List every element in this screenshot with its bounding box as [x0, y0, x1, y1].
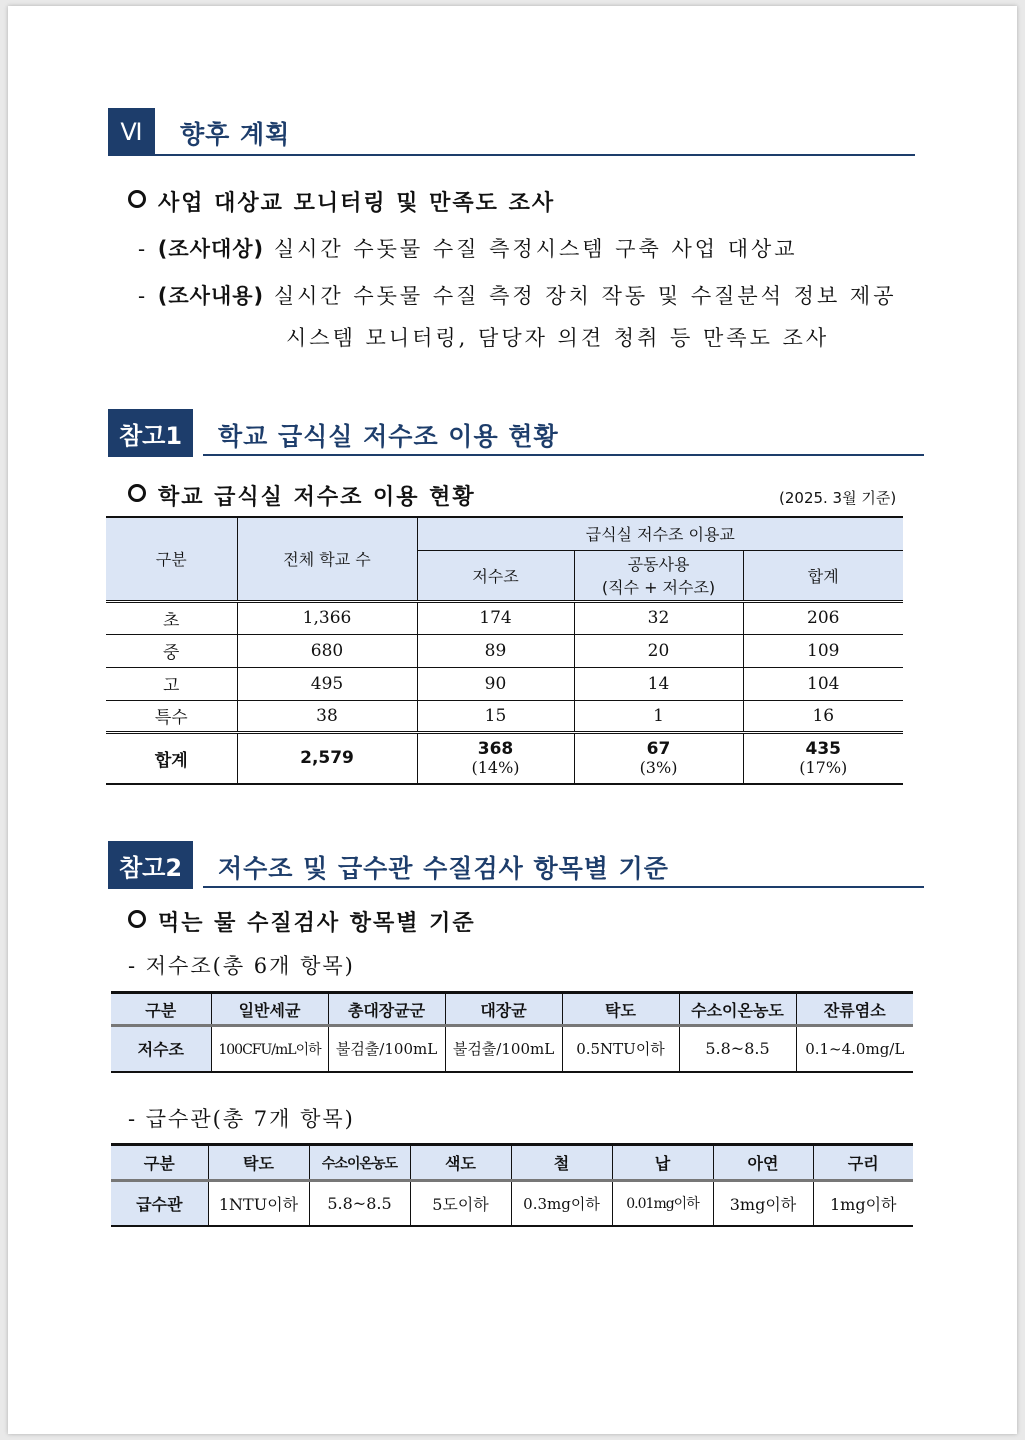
- section-underline: [203, 886, 924, 888]
- cell-color: 5도이하: [410, 1181, 511, 1226]
- cell-tank: 89: [417, 634, 574, 667]
- header-coliform: 총대장균군: [328, 993, 445, 1026]
- table-row: [106, 700, 903, 732]
- total-sum-pct: (17%): [799, 758, 848, 778]
- pipe-heading: - 급수관(총 7개 항목): [128, 1107, 355, 1131]
- reference-date-note: (2025. 3월 기준): [779, 489, 897, 507]
- header-ecoli: 대장균: [445, 993, 562, 1026]
- item-text: 실시간 수돗물 수질 측정시스템 구축 사업 대상교: [273, 237, 798, 261]
- bullet-heading: [128, 480, 476, 511]
- row-label: 저수조: [111, 1026, 211, 1072]
- item-text: 실시간 수돗물 수질 측정 장치 작동 및 수질분석 정보 제공: [273, 284, 897, 308]
- section-header-plan: [108, 108, 915, 156]
- cell-sum: 104: [743, 667, 903, 700]
- cell-total-label: 합계: [106, 732, 237, 784]
- cell-chlorine: 0.1~4.0mg/L: [796, 1026, 913, 1072]
- dash: -: [138, 237, 149, 261]
- header-chlorine: 잔류염소: [796, 993, 913, 1026]
- cell-category: 특수: [106, 700, 237, 732]
- circle-bullet-icon: [128, 484, 146, 502]
- table-row: [111, 1181, 913, 1226]
- header-ph: 수소이온농도: [309, 1145, 410, 1181]
- cell-turbidity: 1NTU이하: [208, 1181, 309, 1226]
- cell-total: 495: [237, 667, 417, 700]
- cell-ph: 5.8~8.5: [679, 1026, 796, 1072]
- cell-sum: 16: [743, 700, 903, 732]
- cell-bacteria: 100CFU/mL이하: [211, 1026, 328, 1072]
- cell-total-shared: [574, 732, 743, 784]
- header-shared: [574, 550, 743, 601]
- ref-title: 학교 급식실 저수조 이용 현황: [218, 422, 559, 451]
- cell-shared: 14: [574, 667, 743, 700]
- section-underline: [155, 154, 915, 156]
- cell-copper: 1mg이하: [813, 1181, 913, 1226]
- header-tank: 저수조: [417, 550, 574, 601]
- header-sum: 합계: [743, 550, 903, 601]
- cell-ecoli: 불검출/100mL: [445, 1026, 562, 1072]
- bullet-text: 사업 대상교 모니터링 및 만족도 조사: [158, 191, 556, 216]
- total-shared-pct: (3%): [639, 758, 678, 778]
- item-label: (조사내용): [157, 284, 265, 308]
- total-tank-pct: (14%): [471, 758, 520, 778]
- item-survey-target: [138, 233, 798, 263]
- cell-tank: 90: [417, 667, 574, 700]
- cell-coliform: 불검출/100mL: [328, 1026, 445, 1072]
- header-lead: 납: [612, 1145, 713, 1181]
- ref-badge: 참고2: [108, 841, 193, 889]
- total-tank-value: 368: [477, 739, 514, 760]
- header-total-schools: 전체 학교 수: [237, 517, 417, 601]
- bullet-heading: [128, 906, 476, 937]
- header-color: 색도: [410, 1145, 511, 1181]
- bullet-text: 먹는 물 수질검사 항목별 기준: [158, 911, 476, 936]
- header-bacteria: 일반세균: [211, 993, 328, 1026]
- cell-turbidity: 0.5NTU이하: [562, 1026, 679, 1072]
- header-copper: 구리: [813, 1145, 913, 1181]
- cell-total-tank: [417, 732, 574, 784]
- section-title: 향후 계획: [180, 120, 291, 149]
- row-label: 급수관: [111, 1181, 208, 1226]
- cell-total-schools: 2,579: [237, 732, 417, 784]
- ref-badge: 참고1: [108, 409, 193, 457]
- item-label: (조사대상): [157, 237, 265, 261]
- header-shared-line1: 공동사용: [627, 555, 690, 574]
- table-row: [106, 634, 903, 667]
- cell-shared: 1: [574, 700, 743, 732]
- section-header-ref1: [108, 409, 924, 457]
- section-underline: [203, 454, 924, 456]
- item-survey-content-cont: 시스템 모니터링, 담당자 의견 청취 등 만족도 조사: [286, 326, 830, 350]
- tank-heading: - 저수조(총 6개 항목): [128, 954, 355, 978]
- section-header-ref2: [108, 841, 924, 889]
- cell-category: 중: [106, 634, 237, 667]
- cell-sum: 109: [743, 634, 903, 667]
- cell-tank: 15: [417, 700, 574, 732]
- cell-category: 초: [106, 601, 237, 634]
- header-turbidity: 탁도: [562, 993, 679, 1026]
- table-row: [106, 601, 903, 634]
- cell-category: 고: [106, 667, 237, 700]
- header-category: 구분: [111, 1145, 208, 1181]
- tank-standards-table: [111, 991, 913, 1073]
- header-iron: 철: [511, 1145, 612, 1181]
- bullet-heading: [128, 186, 555, 217]
- header-group: 급식실 저수조 이용교: [417, 517, 903, 550]
- header-category: 구분: [111, 993, 211, 1026]
- cell-shared: 32: [574, 601, 743, 634]
- cell-sum: 206: [743, 601, 903, 634]
- cell-total: 680: [237, 634, 417, 667]
- item-survey-content: [138, 280, 896, 310]
- bullet-text: 학교 급식실 저수조 이용 현황: [158, 485, 476, 510]
- header-category: 구분: [106, 517, 237, 601]
- circle-bullet-icon: [128, 190, 146, 208]
- table-row: [111, 1026, 913, 1072]
- cell-total: 1,366: [237, 601, 417, 634]
- cell-zinc: 3mg이하: [713, 1181, 813, 1226]
- ref-title: 저수조 및 급수관 수질검사 항목별 기준: [218, 854, 669, 883]
- cell-tank: 174: [417, 601, 574, 634]
- pipe-standards-table: [111, 1143, 913, 1227]
- section-badge: Ⅵ: [108, 108, 155, 156]
- header-ph: 수소이온농도: [679, 993, 796, 1026]
- total-shared-value: 67: [646, 739, 671, 760]
- total-sum-value: 435: [805, 739, 841, 760]
- cell-lead: 0.01mg이하: [612, 1181, 713, 1226]
- table-row: [106, 667, 903, 700]
- table-total-row: [106, 732, 903, 784]
- cell-shared: 20: [574, 634, 743, 667]
- dash: -: [138, 284, 149, 308]
- cell-ph: 5.8~8.5: [309, 1181, 410, 1226]
- reservoir-usage-table: [106, 516, 903, 785]
- header-turbidity: 탁도: [208, 1145, 309, 1181]
- cell-total: 38: [237, 700, 417, 732]
- circle-bullet-icon: [128, 910, 146, 928]
- header-shared-line2: (직수 + 저수조): [601, 578, 716, 597]
- cell-total-sum: [743, 732, 903, 784]
- header-zinc: 아연: [713, 1145, 813, 1181]
- cell-iron: 0.3mg이하: [511, 1181, 612, 1226]
